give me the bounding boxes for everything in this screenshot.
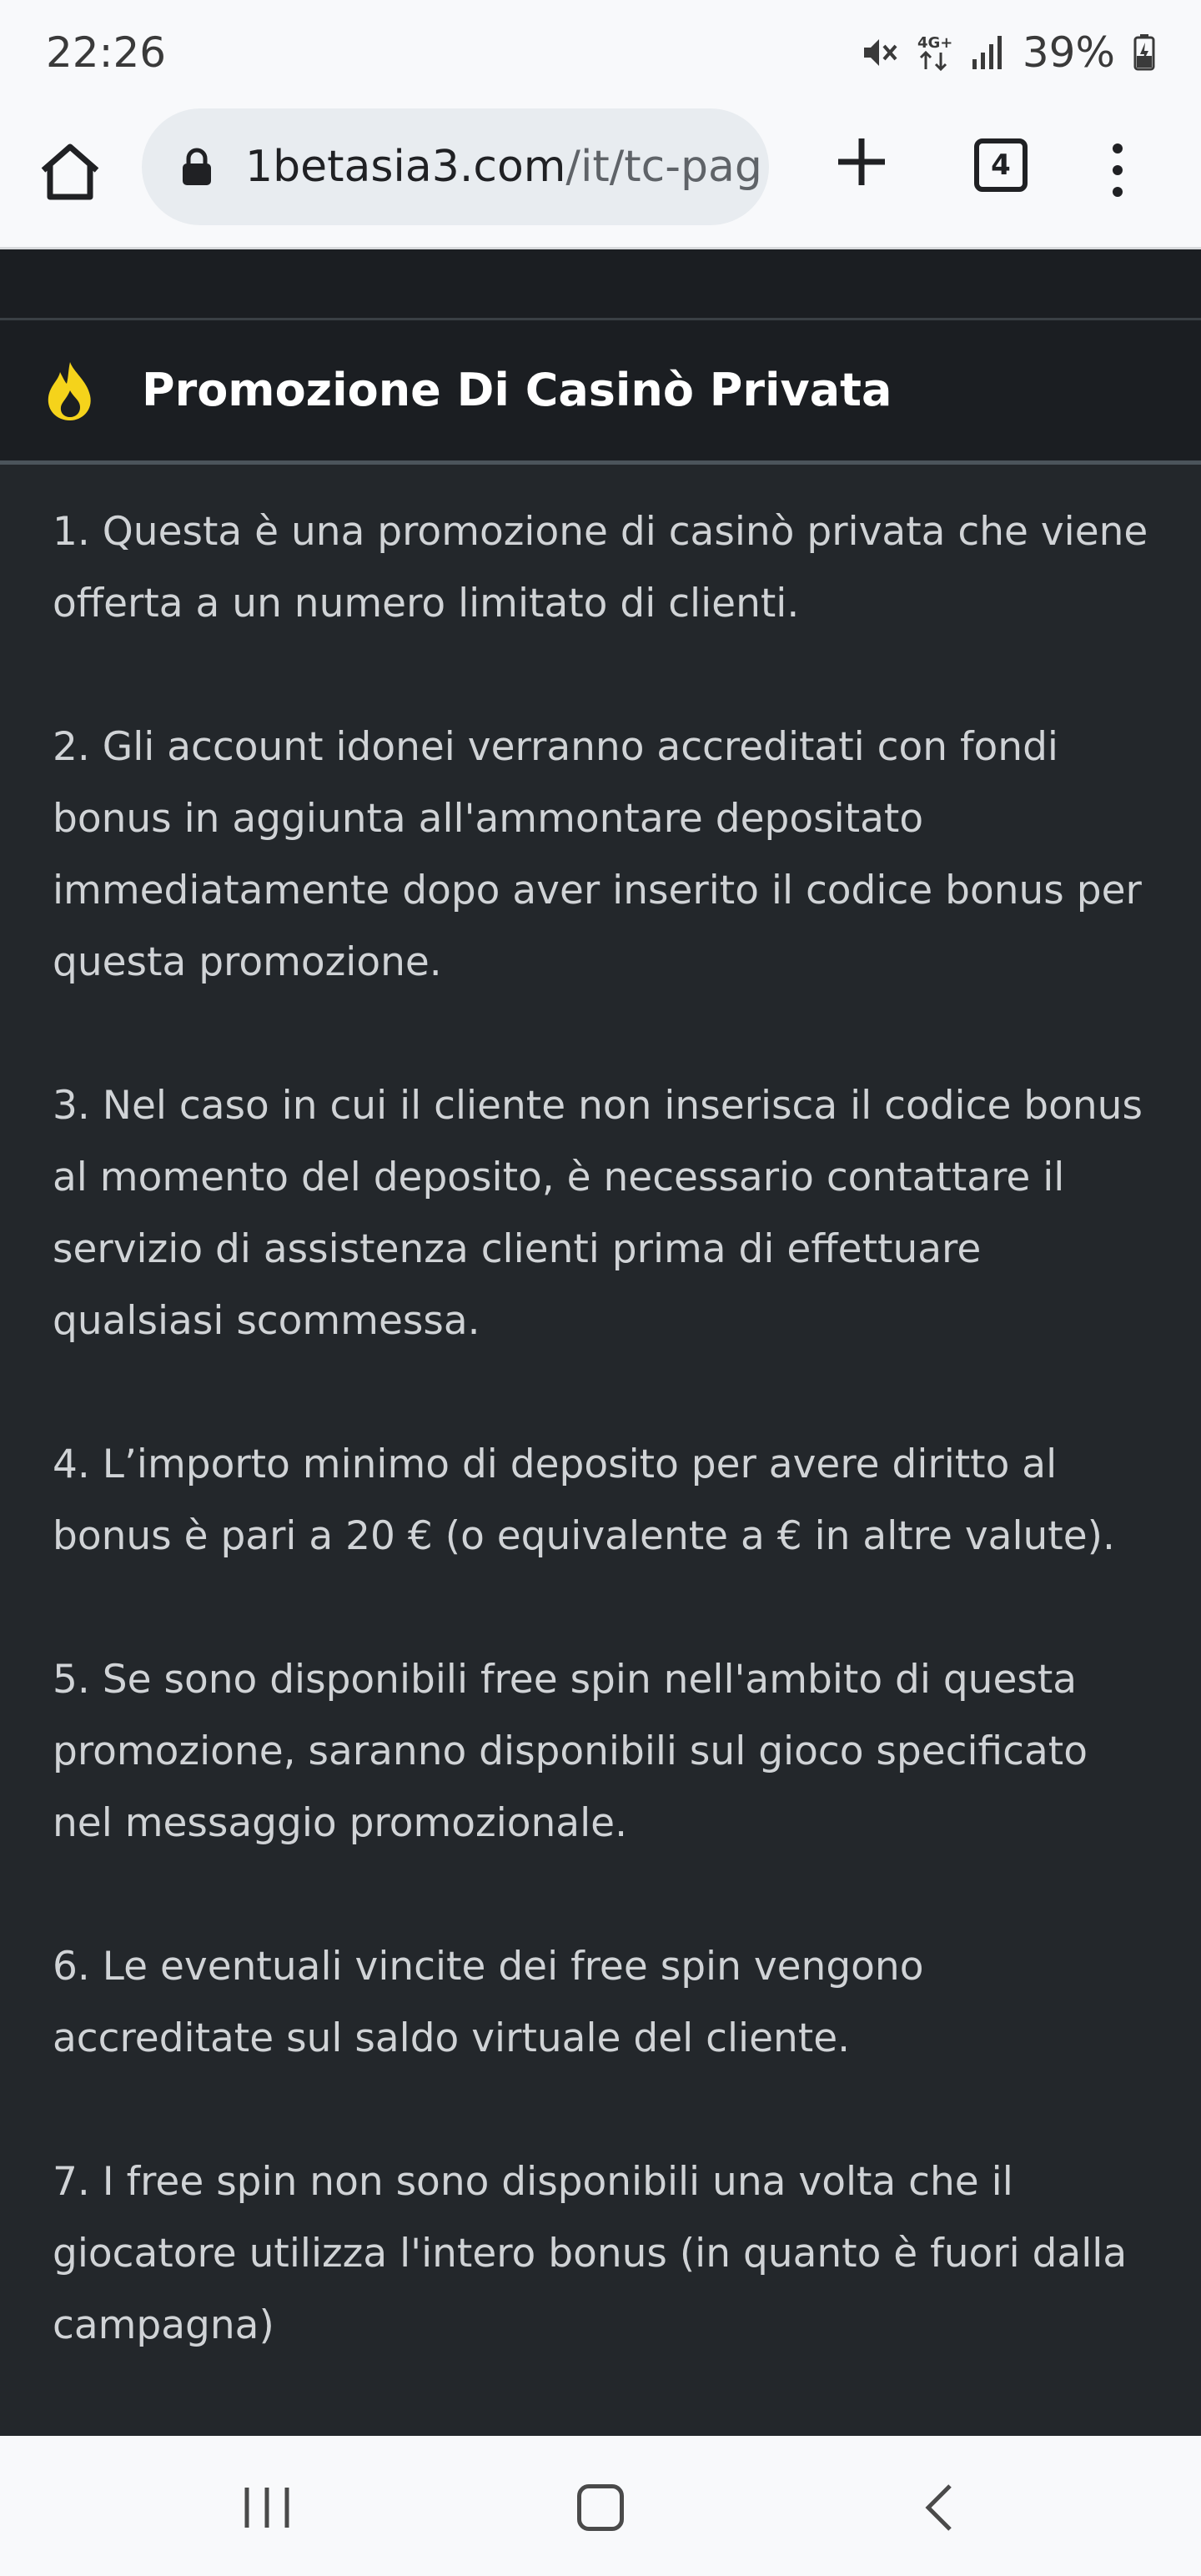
term-item: 6. Le eventuali vincite dei free spin vengono accreditate sul saldo virtuale del cliente. xyxy=(53,1944,924,2061)
url-domain: 1betasia3.com xyxy=(245,142,566,192)
tabs-button[interactable] xyxy=(974,138,1028,192)
term-item: 7. I free spin non sono disponibili una volta che il giocatore utilizza l'intero bonus (in quanto è fuori dalla campagna) xyxy=(53,2159,1128,2348)
term-item: 2. Gli account idonei verranno accreditati con fondi bonus in aggiunta all'ammontare depositato immediatamente dopo aver inserito il codice bonus per questa promozione. xyxy=(53,724,1142,985)
back-icon[interactable] xyxy=(922,2483,955,2533)
recent-apps-icon[interactable] xyxy=(242,2486,292,2529)
status-bar xyxy=(0,0,1201,105)
4g-icon xyxy=(916,33,952,73)
home-icon[interactable] xyxy=(37,138,103,205)
battery-text: 39% xyxy=(1022,28,1115,77)
mute-icon xyxy=(861,34,897,71)
term-item: 4. L’importo minimo di deposito per avere diritto al bonus è pari a 20 € (o equivalente a € in altre valute). xyxy=(53,1441,1115,1559)
top-strip xyxy=(0,249,1201,320)
status-time: 22:26 xyxy=(46,28,167,77)
menu-icon[interactable] xyxy=(1101,137,1134,204)
fire-icon xyxy=(43,359,97,422)
home-nav-icon[interactable] xyxy=(577,2484,624,2531)
term-item: 3. Nel caso in cui il cliente non inserisca il codice bonus al momento del deposito, è necessario contattare il servizio di assistenza clienti prima di effettuare qualsiasi scommessa. xyxy=(53,1083,1143,1344)
url-path: /it/tc-pag xyxy=(565,142,762,192)
url-text xyxy=(245,142,762,192)
status-icons xyxy=(861,23,1155,82)
address-bar[interactable] xyxy=(142,108,769,225)
svg-text:4G+: 4G+ xyxy=(917,34,952,52)
tab-count: 4 xyxy=(991,148,1011,182)
battery-icon xyxy=(1133,34,1155,71)
plus-icon[interactable] xyxy=(828,128,895,195)
browser-toolbar xyxy=(0,105,1201,249)
page-title: Promozione Di Casinò Privata xyxy=(142,364,892,416)
section-header xyxy=(0,320,1201,465)
system-nav-bar xyxy=(0,2436,1201,2576)
signal-icon xyxy=(971,34,1004,71)
terms-list xyxy=(53,496,1153,2433)
term-item: 5. Se sono disponibili free spin nell'ambito di questa promozione, saranno disponibili sul gioco specificato nel messaggio promozionale. xyxy=(53,1657,1088,1846)
lock-icon xyxy=(180,147,214,187)
term-item: 1. Questa è una promozione di casinò privata che viene offerta a un numero limitato di clienti. xyxy=(53,509,1148,626)
